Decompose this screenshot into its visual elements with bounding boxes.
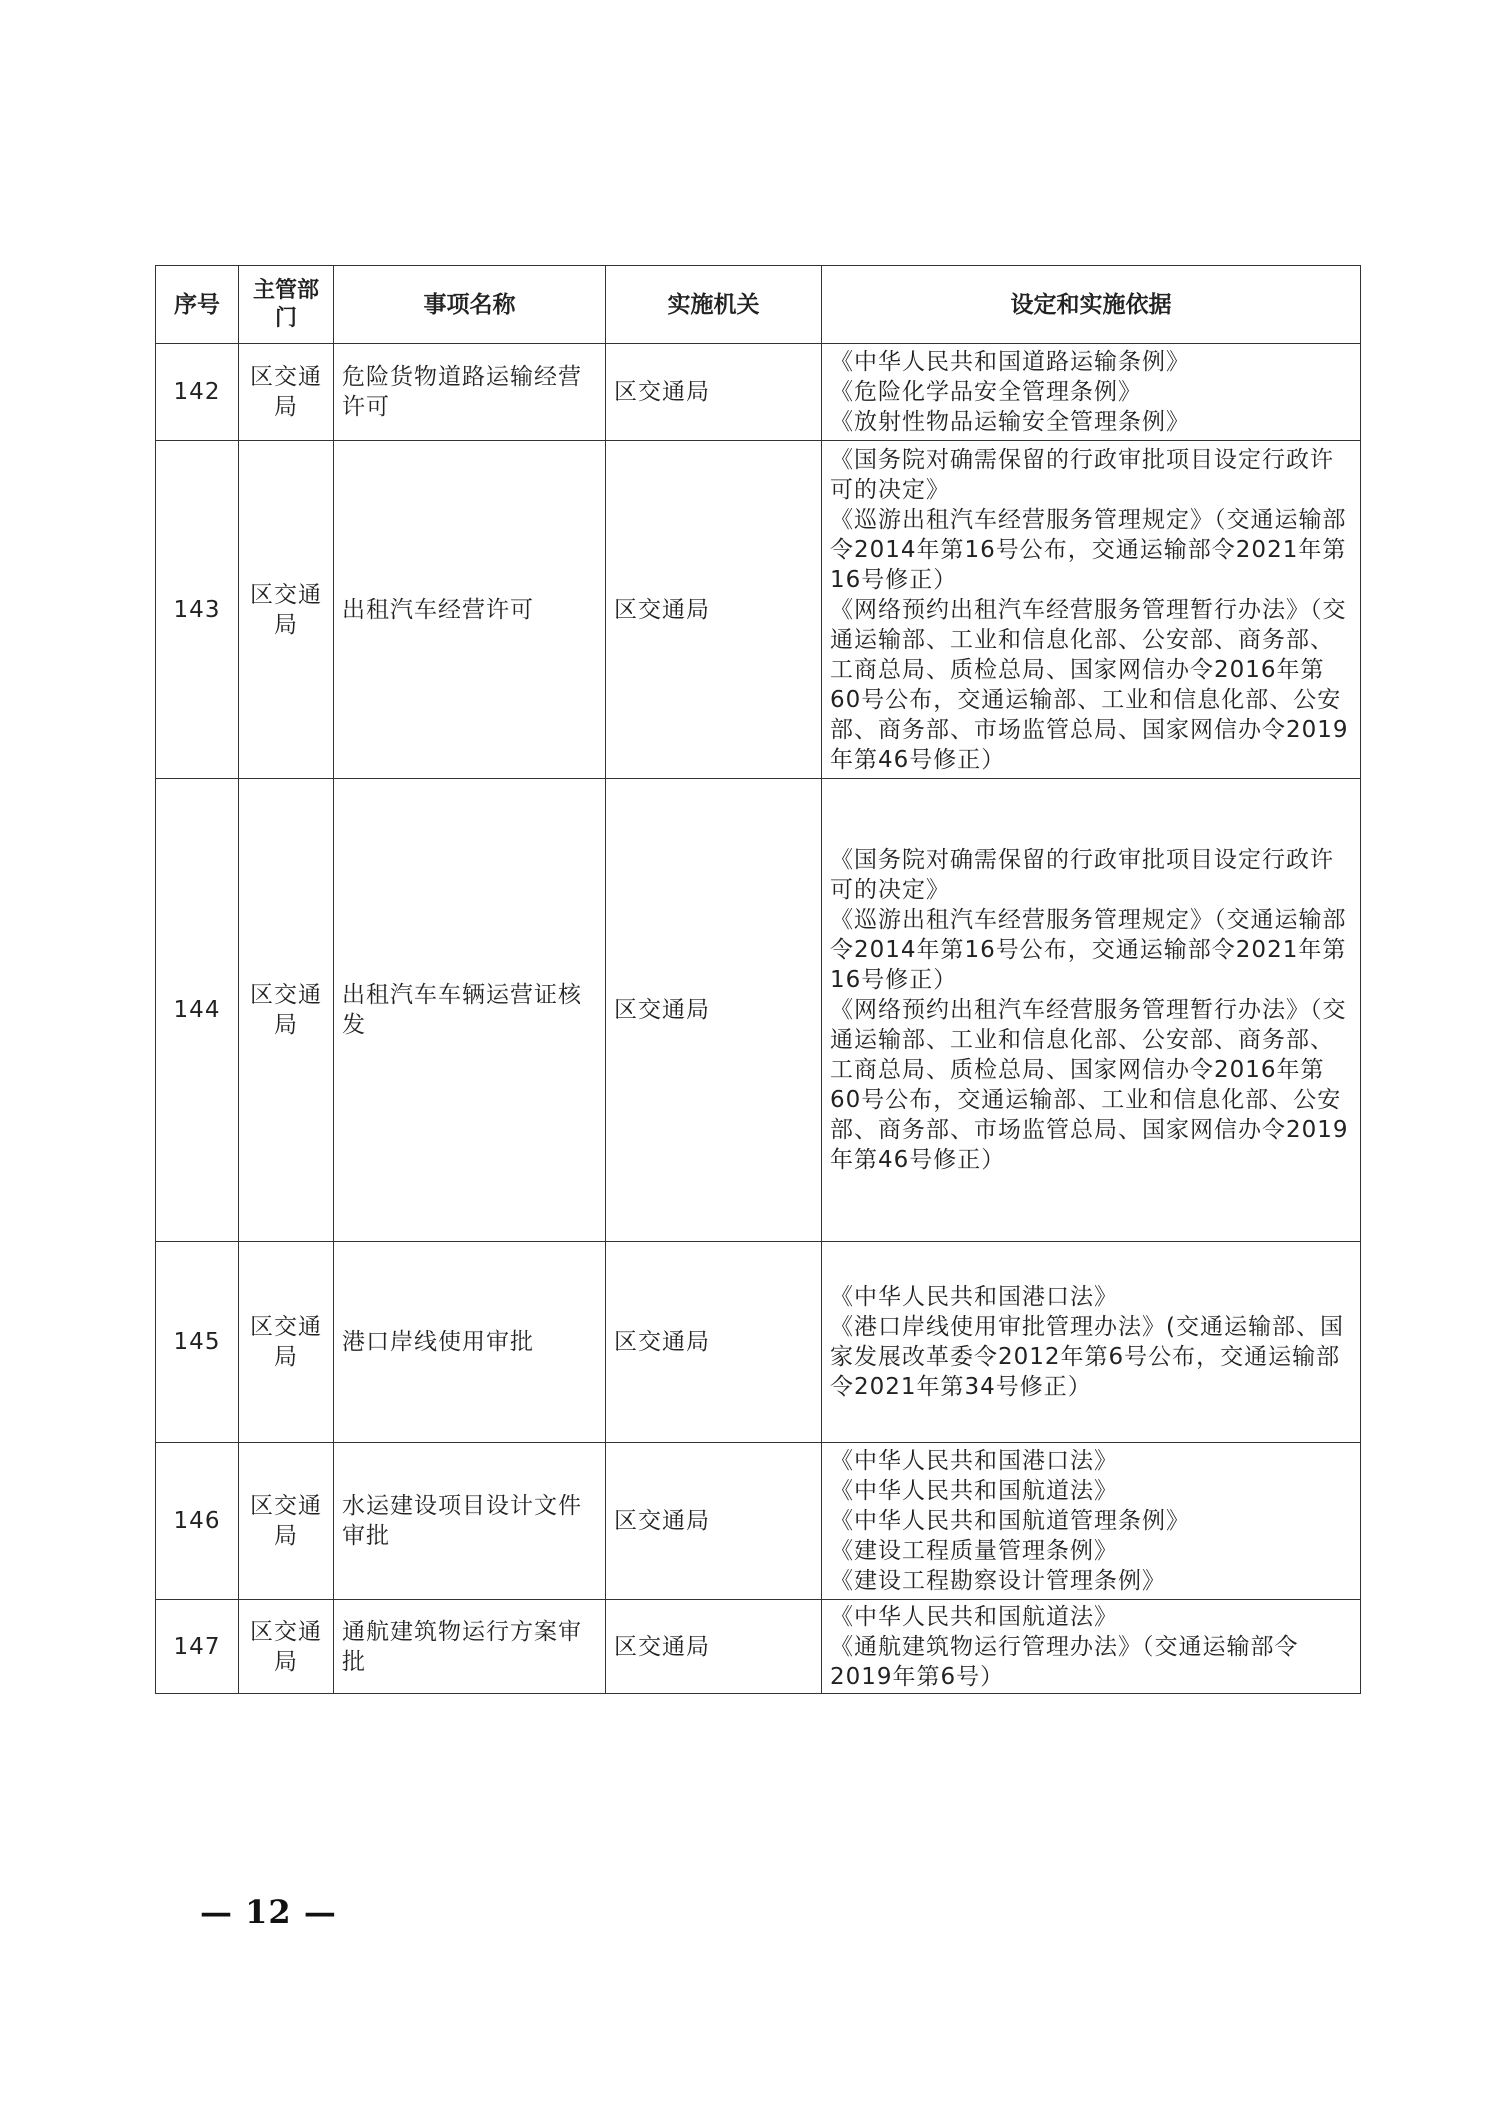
row-org: 区交通局 [606,344,822,441]
header-item: 事项名称 [334,266,606,344]
approval-items-table [155,265,1361,1694]
row-item: 出租汽车车辆运营证核发 [334,779,606,1242]
row-basis: 《中华人民共和国道路运输条例》 《危险化学品安全管理条例》 《放射性物品运输安全管理条例》 [822,344,1361,441]
row-item: 危险货物道路运输经营许可 [334,344,606,441]
row-num: 145 [156,1242,239,1443]
header-dept: 主管部门 [239,266,334,344]
row-org: 区交通局 [606,779,822,1242]
page-number: — 12 — [200,1893,337,1931]
table-row [156,1443,1361,1600]
row-item: 港口岸线使用审批 [334,1242,606,1443]
row-dept: 区交通局 [239,344,334,441]
table-row [156,344,1361,441]
row-org: 区交通局 [606,1242,822,1443]
table-row [156,1242,1361,1443]
header-num: 序号 [156,266,239,344]
row-num: 144 [156,779,239,1242]
row-dept: 区交通局 [239,441,334,779]
row-num: 146 [156,1443,239,1600]
header-org: 实施机关 [606,266,822,344]
row-dept: 区交通局 [239,779,334,1242]
row-num: 142 [156,344,239,441]
table-header-row [156,266,1361,344]
header-basis: 设定和实施依据 [822,266,1361,344]
row-dept: 区交通局 [239,1443,334,1600]
row-org: 区交通局 [606,441,822,779]
row-basis: 《中华人民共和国港口法》 《中华人民共和国航道法》 《中华人民共和国航道管理条例》 《建设工程质量管理条例》 《建设工程勘察设计管理条例》 [822,1443,1361,1600]
row-basis: 《中华人民共和国港口法》 《港口岸线使用审批管理办法》(交通运输部、国家发展改革委令2012年第6号公布，交通运输部令2021年第34号修正） [822,1242,1361,1443]
table-row [156,1600,1361,1694]
row-basis: 《国务院对确需保留的行政审批项目设定行政许可的决定》 《巡游出租汽车经营服务管理规定》（交通运输部令2014年第16号公布，交通运输部令2021年第16号修正） 《网络预约出租汽车经营服务管理暂行办法》（交通运输部、工业和信息化部、公安部、商务部、工商总局、质检总局、国家网信办令2016年第60号公布，交通运输部、工业和信息化部、公安部、商务部、市场监管总局、国家网信办令2019年第46号修正） [822,441,1361,779]
row-item: 通航建筑物运行方案审批 [334,1600,606,1694]
row-org: 区交通局 [606,1443,822,1600]
table-row [156,441,1361,779]
row-num: 143 [156,441,239,779]
row-dept: 区交通局 [239,1242,334,1443]
row-num: 147 [156,1600,239,1694]
row-item: 出租汽车经营许可 [334,441,606,779]
row-org: 区交通局 [606,1600,822,1694]
row-dept: 区交通局 [239,1600,334,1694]
row-basis: 《国务院对确需保留的行政审批项目设定行政许可的决定》 《巡游出租汽车经营服务管理规定》（交通运输部令2014年第16号公布，交通运输部令2021年第16号修正） 《网络预约出租汽车经营服务管理暂行办法》（交通运输部、工业和信息化部、公安部、商务部、工商总局、质检总局、国家网信办令2016年第60号公布，交通运输部、工业和信息化部、公安部、商务部、市场监管总局、国家网信办令2019年第46号修正） [822,779,1361,1242]
row-item: 水运建设项目设计文件审批 [334,1443,606,1600]
table-row [156,779,1361,1242]
row-basis: 《中华人民共和国航道法》 《通航建筑物运行管理办法》（交通运输部令2019年第6号） [822,1600,1361,1694]
